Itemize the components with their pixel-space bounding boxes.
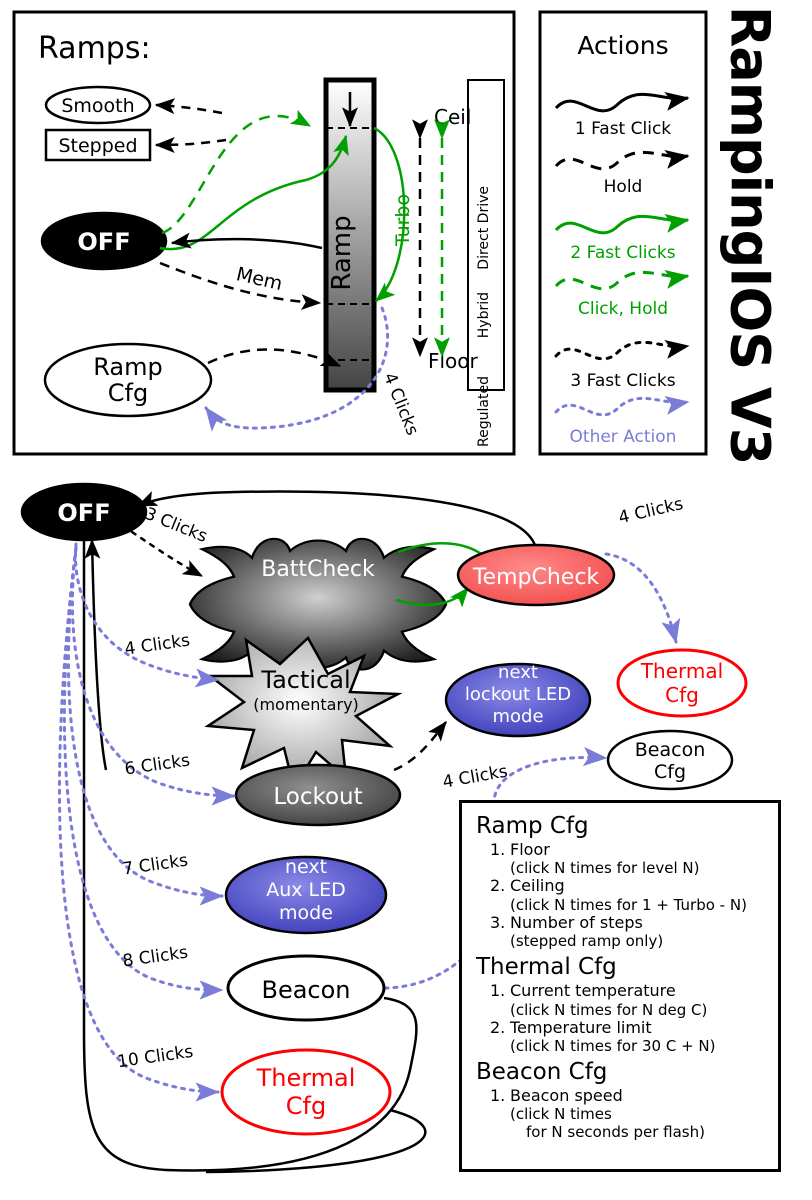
- legend-item-detail: (click N times for 1 + Turbo - N): [510, 895, 747, 914]
- legend-item-name: Ceiling: [510, 876, 565, 896]
- node-ramp-cfg-label1: Ramp: [93, 353, 163, 381]
- node-lockout-led-label3: mode: [492, 706, 544, 727]
- node-thermal-cfg-top-label2: Cfg: [665, 683, 699, 707]
- node-off-ramps-label: OFF: [77, 228, 131, 256]
- node-beacon-label: Beacon: [261, 976, 351, 1004]
- label-ceil: Ceil: [434, 105, 472, 129]
- node-aux-led-label3: mode: [279, 902, 333, 924]
- legend-item-detail: (click N times for 30 C + N): [510, 1036, 716, 1055]
- label-mem: Mem: [234, 263, 285, 296]
- top-panels: [10, 8, 710, 478]
- label-4clicks-tactical: 4 Clicks: [123, 630, 192, 660]
- node-lockout-led-label2: lockout LED: [464, 684, 572, 705]
- legend-item-detail: (click N times for N deg C): [510, 1000, 708, 1019]
- legend-item-num: 1.: [490, 981, 506, 1001]
- legend-item-name: Temperature limit: [510, 1017, 652, 1037]
- node-off-main-label: OFF: [57, 499, 111, 527]
- legend-section-title: Thermal Cfg: [476, 954, 617, 981]
- legend-item-detail: (stepped ramp only): [510, 932, 664, 951]
- legend-section-title: Ramp Cfg: [476, 813, 589, 839]
- legend-item-name: Floor: [510, 840, 550, 859]
- edge-smooth: [156, 105, 222, 113]
- label-direct-drive: Direct Drive: [476, 186, 492, 270]
- label-10clicks: 10 Clicks: [116, 1041, 195, 1073]
- legend-item-name: Beacon speed: [510, 1085, 623, 1105]
- action-label-3: Click, Hold: [577, 299, 669, 319]
- legend-item-num: 3.: [490, 912, 506, 932]
- node-aux-led-label2: Aux LED: [266, 879, 346, 901]
- node-thermal-cfg-bottom-label1: Thermal: [256, 1064, 356, 1092]
- node-thermal-cfg-bottom-label2: Cfg: [285, 1092, 327, 1120]
- legend-item-detail: (click N times: [510, 1105, 612, 1124]
- legend-item-num: 1.: [490, 1085, 506, 1105]
- legend-item-detail: (click N times for level N): [510, 859, 700, 878]
- edge-off-to-ramp-top: [162, 116, 310, 233]
- legend-section: [472, 1059, 768, 1141]
- label-turbo: Turbo: [392, 193, 414, 247]
- node-stepped-label: Stepped: [58, 135, 138, 157]
- node-beacon-cfg-label1: Beacon: [634, 739, 706, 761]
- label-7clicks: 7 Clicks: [121, 850, 190, 880]
- action-glyph-3: [556, 216, 688, 232]
- action-glyph-6: [556, 398, 688, 414]
- label-4clicks-rampcfg: 4 Clicks: [379, 369, 423, 439]
- action-glyph-2: [556, 152, 688, 168]
- label-4clicks-thermal: 4 Clicks: [616, 494, 686, 529]
- node-smooth-label: Smooth: [61, 95, 135, 117]
- legend-item-detail: for N seconds per flash): [526, 1123, 705, 1142]
- action-glyph-1: [556, 94, 688, 110]
- node-tempcheck-label: TempCheck: [472, 565, 600, 590]
- node-lockout-label: Lockout: [273, 784, 363, 810]
- node-aux-led-label1: next: [284, 856, 328, 878]
- action-label-4: 3 Fast Clicks: [570, 371, 676, 391]
- edge-lockout-to-lockoutled: [394, 722, 446, 770]
- legend-item-name: Current temperature: [510, 981, 676, 1001]
- legend-panel: [459, 800, 781, 1172]
- node-lockout-led-label1: next: [498, 662, 538, 683]
- action-glyph-5: [556, 342, 688, 358]
- node-ramp-cfg-label2: Cfg: [107, 379, 149, 407]
- edge-rampcfg-to-ramp: [208, 350, 340, 366]
- legend-item-num: 2.: [490, 876, 506, 896]
- legend-section: [472, 813, 768, 950]
- legend-item-num: 1.: [490, 840, 506, 859]
- ramps-heading: Ramps:: [38, 31, 151, 66]
- page-title-text: RampingIOS V3: [718, 5, 782, 465]
- action-label-2: 2 Fast Clicks: [570, 243, 676, 263]
- label-6clicks: 6 Clicks: [123, 750, 192, 780]
- label-4clicks-beacon: 4 Clicks: [441, 761, 510, 793]
- node-tactical-label2: (momentary): [253, 695, 359, 714]
- ramp-bar-label: Ramp: [327, 215, 357, 291]
- label-regulated: Regulated: [476, 376, 492, 447]
- label-3clicks: 3 Clicks: [141, 503, 211, 547]
- action-label-0: 1 Fast Click: [574, 119, 672, 139]
- action-glyph-4: [556, 272, 688, 288]
- action-label-1: Hold: [603, 177, 643, 197]
- actions-heading: Actions: [577, 31, 669, 60]
- edge-stepped: [156, 140, 226, 145]
- label-hybrid: Hybrid: [476, 292, 492, 339]
- label-8clicks: 8 Clicks: [121, 942, 190, 972]
- node-tactical-label1: Tactical: [261, 666, 351, 694]
- node-battcheck-label: BattCheck: [261, 557, 375, 582]
- legend-section: [472, 954, 768, 1055]
- legend-item-num: 2.: [490, 1017, 506, 1037]
- action-label-5: Other Action: [569, 427, 677, 447]
- node-beacon-cfg-label2: Cfg: [653, 761, 687, 783]
- label-floor: Floor: [428, 349, 478, 373]
- legend-item-name: Number of steps: [510, 912, 643, 932]
- edge-tempcheck-to-thermalcfg: [606, 554, 676, 642]
- legend-section-title: Beacon Cfg: [476, 1058, 608, 1085]
- node-thermal-cfg-top-label1: Thermal: [640, 659, 724, 683]
